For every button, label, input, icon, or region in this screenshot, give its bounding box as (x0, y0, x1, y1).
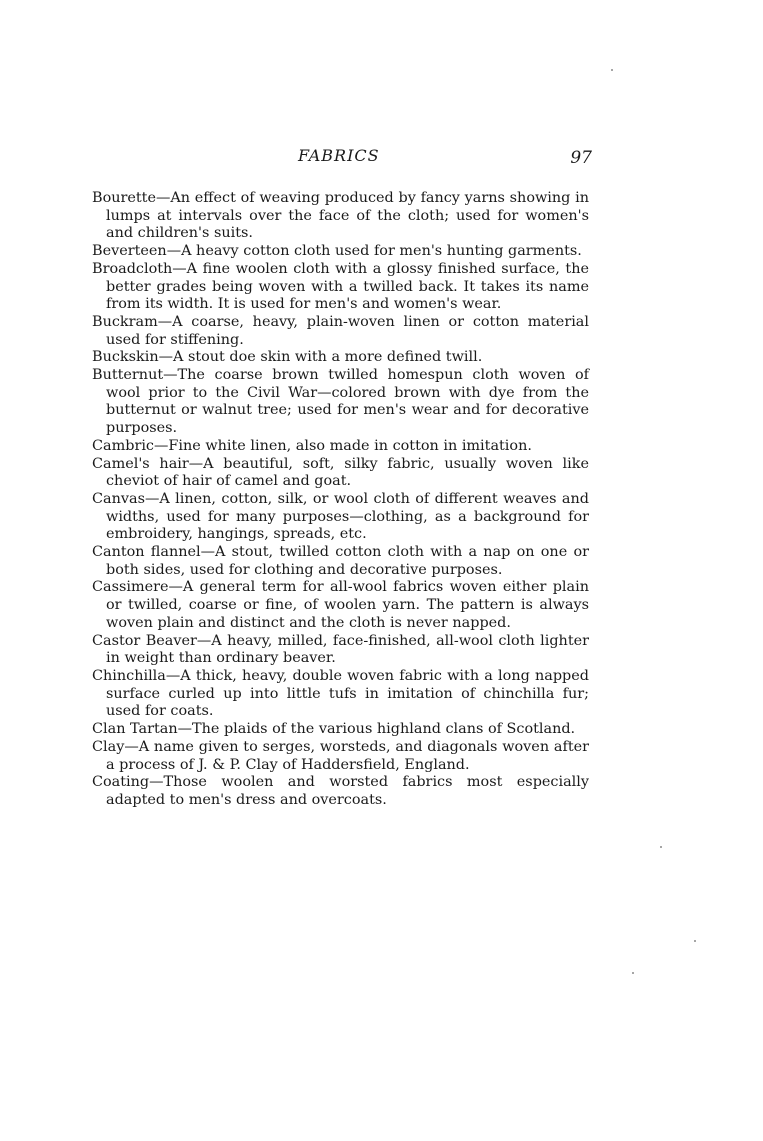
scan-speck (694, 940, 696, 942)
glossary-entry-beverteen: Beverteen—A heavy cotton cloth used for men's hunting garments. (92, 243, 582, 260)
glossary-entry-butternut: Butternut—The coarse brown twilled homespun cloth woven of wool prior to the Civil War—colored brown with dye from the butternut or walnut tree; used for men's wear and for decorative purposes. (92, 367, 589, 437)
scan-speck (660, 846, 662, 848)
glossary-entry-canvas: Canvas—A linen, cotton, silk, or wool cloth of different weaves and widths, used for many purposes—clothing, as a background for embroidery, hangings, spreads, etc. (92, 490, 589, 543)
glossary-entry-cambric: Cambric—Fine white linen, also made in cotton in imitation. (92, 437, 532, 454)
glossary-entry-bourette: Bourette—An effect of weaving produced by fancy yarns showing in lumps at intervals over the face of the cloth; used for women's and children's suits. (92, 190, 589, 242)
glossary-entry-clan-tartan: Clan Tartan—The plaids of the various highland clans of Scotland. (92, 721, 576, 738)
glossary-entry-canton-flannel: Canton flannel—A stout, twilled cotton cloth with a nap on one or both sides, used for clothing and decorative purposes. (92, 544, 589, 578)
glossary-entry-clay: Clay—A name given to serges, worsteds, and diagonals woven after a process of J. & P. Clay of Haddersfield, England. (92, 738, 589, 773)
glossary-entry-broadcloth: Broadcloth—A fine woolen cloth with a glossy finished surface, the better grades being woven with a twilled back. It takes its name from its width. It is used for men's and women's wear. (92, 260, 589, 313)
running-title: FABRICS (298, 146, 380, 165)
glossary-entry-camels-hair: Camel's hair—A beautiful, soft, silky fabric, usually woven like cheviot of hair of camel and goat. (92, 455, 589, 490)
scan-speck (632, 972, 634, 974)
glossary-entry-coating: Coating—Those woolen and worsted fabrics most especially adapted to men's dress and overcoats. (92, 774, 589, 808)
running-head (92, 146, 592, 168)
glossary-entry-cassimere: Cassimere—A general term for all-wool fabrics woven either plain or twilled, coarse or fine, of woolen yarn. The pattern is always woven plain and distinct and the cloth is never napped. (92, 579, 589, 631)
glossary-entries (92, 190, 589, 810)
glossary-entry-castor-beaver: Castor Beaver—A heavy, milled, face-finished, all-wool cloth lighter in weight than ordinary beaver. (92, 632, 589, 667)
page-number: 97 (570, 148, 592, 168)
glossary-entry-buckram: Buckram—A coarse, heavy, plain-woven linen or cotton material used for stiffening. (92, 313, 589, 348)
scan-speck (611, 69, 613, 71)
glossary-entry-buckskin: Buckskin—A stout doe skin with a more defined twill. (92, 349, 483, 366)
glossary-entry-chinchilla: Chinchilla—A thick, heavy, double woven fabric with a long napped surface curled up into little tufs in imitation of chinchilla fur; used for coats. (92, 667, 589, 720)
